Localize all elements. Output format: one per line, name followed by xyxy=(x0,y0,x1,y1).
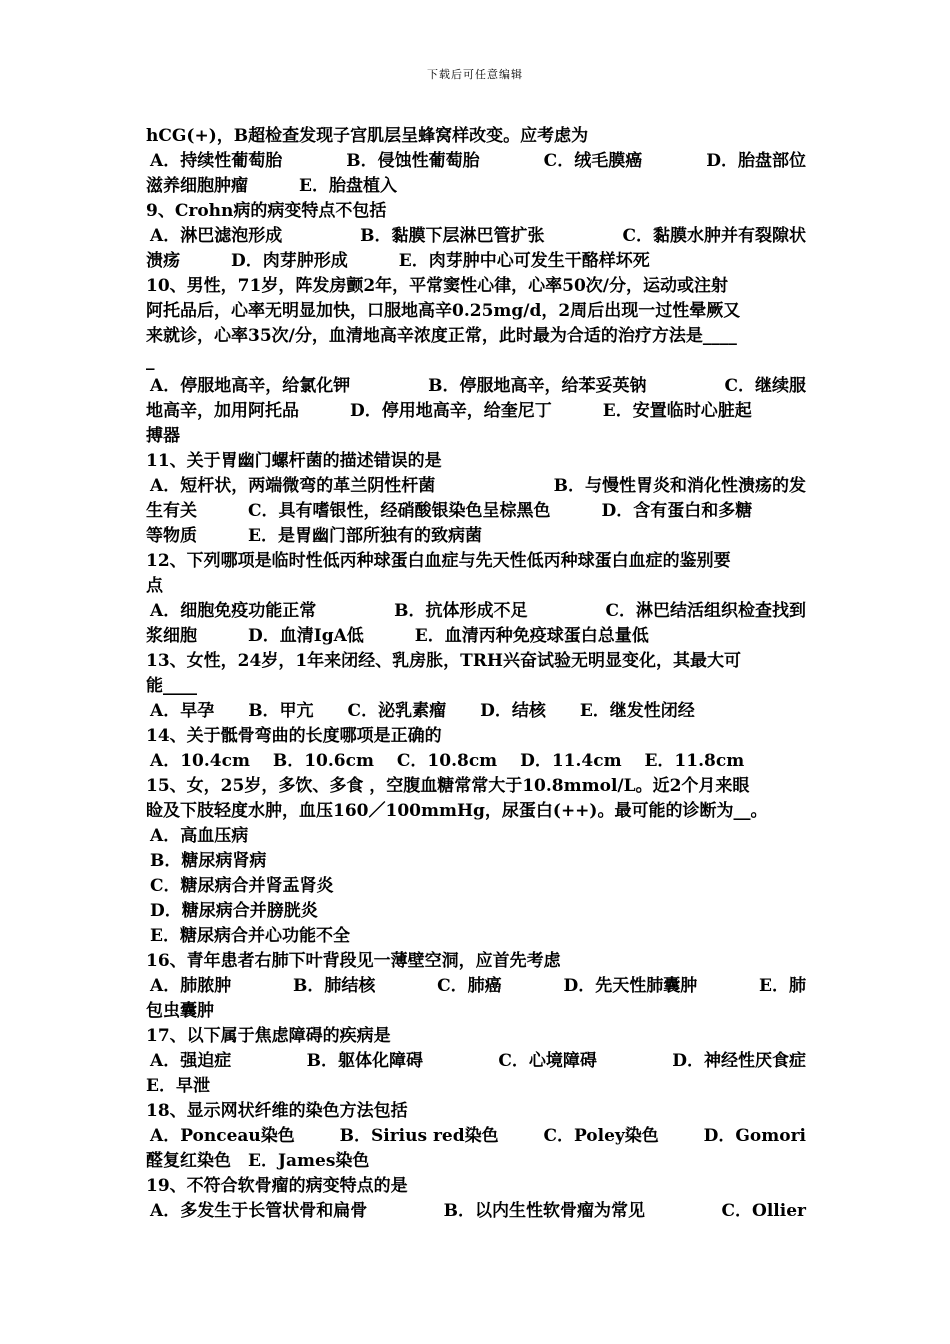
option-text: A．多发生于长管状骨和扁骨 xyxy=(150,1201,368,1221)
option-text: B．Sirius red染色 xyxy=(339,1126,499,1146)
option-text: B．肺结核 xyxy=(292,976,376,996)
option-line: D．糖尿病合并膀胱炎 xyxy=(150,901,318,921)
text-line: 9、Crohn病的病变特点不包括 xyxy=(146,201,387,221)
option-line: A．早孕 B．甲亢 C．泌乳素瘤 D．结核 E．继发性闭经 xyxy=(150,701,695,721)
text-line: 17、以下属于焦虑障碍的疾病是 xyxy=(146,1026,391,1046)
text-line: hCG(+)，B超检查发现子宫肌层呈蜂窝样改变。应考虑为 xyxy=(146,126,589,146)
text-line: 11、关于胃幽门螺杆菌的描述错误的是 xyxy=(146,451,442,471)
text-line: 睑及下肢轻度水肿，血压160／100mmHg，尿蛋白(++)。最可能的诊断为__。 xyxy=(146,801,768,821)
text-line: 等物质 E．是胃幽门部所独有的致病菌 xyxy=(146,526,482,546)
option-text: B．抗体形成不足 xyxy=(394,601,528,621)
text-line: 能____ xyxy=(146,676,197,696)
option-text: D．胎盘部位 xyxy=(706,151,806,171)
option-text: A．强迫症 xyxy=(150,1051,232,1071)
option-text: C．肺癌 xyxy=(437,976,502,996)
option-text: C．绒毛膜癌 xyxy=(543,151,643,171)
option-text: D．Gomori xyxy=(703,1126,806,1146)
text-line: 包虫囊肿 xyxy=(146,1001,214,1021)
text-line: E．早泄 xyxy=(146,1076,210,1096)
text-line: 搏器 xyxy=(146,426,180,446)
text-line: 地高辛，加用阿托品 D．停用地高辛，给奎尼丁 E．安置临时心脏起 xyxy=(146,401,752,421)
option-text: B．侵蚀性葡萄胎 xyxy=(346,151,480,171)
option-line xyxy=(146,1199,806,1224)
text-line: 滋养细胞肿瘤 E．胎盘植入 xyxy=(146,176,397,196)
text-line: 来就诊，心率35次/分，血清地高辛浓度正常，此时最为合适的治疗方法是____ xyxy=(146,326,737,346)
text-line: 18、显示网状纤维的染色方法包括 xyxy=(146,1101,408,1121)
text-line: 点 xyxy=(146,576,163,596)
option-line: A．10.4cm B．10.6cm C．10.8cm D．11.4cm E．11.8cm xyxy=(150,751,745,771)
option-line xyxy=(146,599,806,624)
option-text: A．肺脓肿 xyxy=(150,976,232,996)
option-text: C．淋巴结活组织检查找到 xyxy=(605,601,806,621)
option-line: A．高血压病 xyxy=(150,826,249,846)
option-text: A．短杆状，两端微弯的革兰阴性杆菌 xyxy=(150,476,436,496)
option-text: C．Ollier xyxy=(721,1201,806,1221)
option-text: A．停服地高辛，给氯化钾 xyxy=(150,376,351,396)
option-line xyxy=(146,1049,806,1074)
option-text: E．肺 xyxy=(758,976,806,996)
option-text: D．先天性肺囊肿 xyxy=(563,976,698,996)
option-text: A．持续性葡萄胎 xyxy=(150,151,283,171)
text-line: 12、下列哪项是临时性低丙种球蛋白血症与先天性低丙种球蛋白血症的鉴别要 xyxy=(146,551,731,571)
text-line: 醛复红染色 E．James染色 xyxy=(146,1151,370,1171)
text-line: 10、男性，71岁，阵发房颤2年，平常窦性心律，心率50次/分，运动或注射 xyxy=(146,276,729,296)
text-line: 浆细胞 D．血清IgA低 E．血清丙种免疫球蛋白总量低 xyxy=(146,626,649,646)
option-line: C．糖尿病合并肾盂肾炎 xyxy=(150,876,334,896)
option-text: C．心境障碍 xyxy=(498,1051,597,1071)
option-text: C．黏膜水肿并有裂隙状 xyxy=(622,226,806,246)
option-text: A．Ponceau染色 xyxy=(150,1126,295,1146)
text-line: 生有关 C．具有嗜银性，经硝酸银染色呈棕黑色 D．含有蛋白和多糖 xyxy=(146,501,753,521)
text-line: 16、青年患者右肺下叶背段见一薄壁空洞，应首先考虑 xyxy=(146,951,561,971)
document-body xyxy=(146,124,806,1224)
option-text: C．Poley染色 xyxy=(543,1126,659,1146)
text-line: 溃疡 D．肉芽肿形成 E．肉芽肿中心可发生干酪样坏死 xyxy=(146,251,650,271)
option-line: B．糖尿病肾病 xyxy=(150,851,267,871)
option-line xyxy=(146,474,806,499)
option-text: B．停服地高辛，给苯妥英钠 xyxy=(428,376,647,396)
text-line: 阿托品后，心率无明显加快，口服地高辛0.25mg/d，2周后出现一过性晕厥又 xyxy=(146,301,741,321)
option-text: A．细胞免疫功能正常 xyxy=(150,601,317,621)
text-line: 14、关于骶骨弯曲的长度哪项是正确的 xyxy=(146,726,442,746)
option-line xyxy=(146,149,806,174)
option-text: B．以内生性软骨瘤为常见 xyxy=(443,1201,646,1221)
text-line: 13、女性，24岁，1年来闭经、乳房胀，TRH兴奋试验无明显变化，其最大可 xyxy=(146,651,741,671)
option-line: E．糖尿病合并心功能不全 xyxy=(150,926,350,946)
option-line xyxy=(146,224,806,249)
option-line xyxy=(146,1124,806,1149)
option-text: B．与慢性胃炎和消化性溃疡的发 xyxy=(553,476,806,496)
option-text: D．神经性厌食症 xyxy=(672,1051,806,1071)
option-text: A．淋巴滤泡形成 xyxy=(150,226,283,246)
text-line: _ xyxy=(146,351,155,371)
text-line: 15、女，25岁，多饮、多食 ，空腹血糖常常大于10.8mmol/L。近2个月来眼 xyxy=(146,776,750,796)
option-text: B．躯体化障碍 xyxy=(306,1051,423,1071)
option-line xyxy=(146,974,806,999)
option-text: C．继续服 xyxy=(724,376,806,396)
text-line: 19、不符合软骨瘤的病变特点的是 xyxy=(146,1176,408,1196)
page-header: 下载后可任意编辑 xyxy=(427,68,523,81)
option-line xyxy=(146,374,806,399)
option-text: B．黏膜下层淋巴管扩张 xyxy=(360,226,545,246)
